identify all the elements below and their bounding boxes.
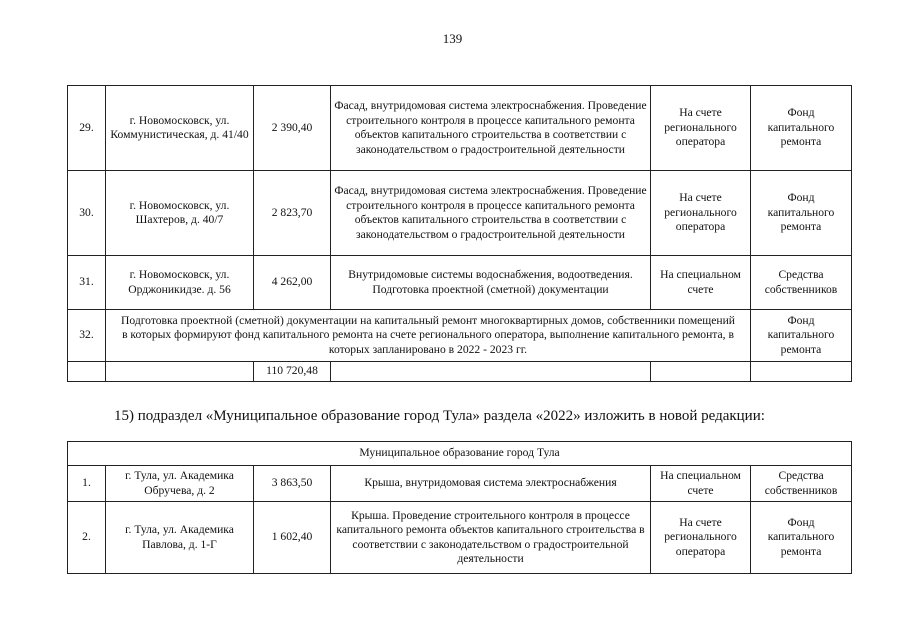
- merged-description-cell: Подготовка проектной (сметной) документации на капитальный ремонт многоквартирных домов, собственники помещений в которых формируют фонд капитального ремонта на счете регионального оператора, выполнение капитального ремонта, в которых запланировано в 2022 - 2023 гг.: [106, 310, 751, 362]
- row-number: 31.: [68, 256, 106, 310]
- address-cell: г. Новомосковск, ул. Орджоникидзе. д. 56: [106, 256, 254, 310]
- row-number: 32.: [68, 310, 106, 362]
- funding-source-cell: Фонд капитального ремонта: [751, 310, 852, 362]
- works-cell: Крыша, внутридомовая система электроснабжения: [331, 466, 651, 502]
- account-cell: На счете регионального оператора: [651, 502, 751, 574]
- empty-cell: [106, 362, 254, 382]
- section-heading: 15) подраздел «Муниципальное образование город Тула» раздела «2022» изложить в новой редакции:: [114, 408, 765, 424]
- works-cell: Крыша. Проведение строительного контроля в процессе капитального ремонта объектов капитального строительства в соответствии с законодательством о градостроительной деятельности: [331, 502, 651, 574]
- row-number: 1.: [68, 466, 106, 502]
- works-cell: Фасад, внутридомовая система электроснабжения. Проведение строительного контроля в процессе капитального ремонта объектов капитального строительства в соответствии с законодательством о градостроительной деятельности: [331, 171, 651, 256]
- works-cell: Внутридомовые системы водоснабжения, водоотведения. Подготовка проектной (сметной) документации: [331, 256, 651, 310]
- address-cell: г. Тула, ул. Академика Обручева, д. 2: [106, 466, 254, 502]
- table-row: [68, 171, 852, 256]
- row-number: 30.: [68, 171, 106, 256]
- total-row: [68, 362, 852, 382]
- table-row: [68, 466, 852, 502]
- amount-cell: 4 262,00: [254, 256, 331, 310]
- table-title: Муниципальное образование город Тула: [68, 442, 852, 466]
- amount-cell: 3 863,50: [254, 466, 331, 502]
- address-cell: г. Тула, ул. Академика Павлова, д. 1-Г: [106, 502, 254, 574]
- table-row: [68, 86, 852, 171]
- empty-cell: [751, 362, 852, 382]
- table-row: [68, 310, 852, 362]
- funding-source-cell: Фонд капитального ремонта: [751, 86, 852, 171]
- funding-source-cell: Фонд капитального ремонта: [751, 171, 852, 256]
- total-amount: 110 720,48: [254, 362, 331, 382]
- account-cell: На счете регионального оператора: [651, 171, 751, 256]
- works-table-tula: [67, 441, 852, 574]
- table-row: [68, 256, 852, 310]
- empty-cell: [331, 362, 651, 382]
- amount-cell: 2 823,70: [254, 171, 331, 256]
- funding-source-cell: Средства собственников: [751, 466, 852, 502]
- funding-source-cell: Средства собственников: [751, 256, 852, 310]
- funding-source-cell: Фонд капитального ремонта: [751, 502, 852, 574]
- account-cell: На специальном счете: [651, 466, 751, 502]
- account-cell: На счете регионального оператора: [651, 86, 751, 171]
- account-cell: На специальном счете: [651, 256, 751, 310]
- empty-cell: [68, 362, 106, 382]
- amount-cell: 1 602,40: [254, 502, 331, 574]
- row-number: 2.: [68, 502, 106, 574]
- address-cell: г. Новомосковск, ул. Шахтеров, д. 40/7: [106, 171, 254, 256]
- works-table-novomoskovsk: [67, 85, 852, 382]
- address-cell: г. Новомосковск, ул. Коммунистическая, д. 41/40: [106, 86, 254, 171]
- table-title-row: [68, 442, 852, 466]
- works-cell: Фасад, внутридомовая система электроснабжения. Проведение строительного контроля в процессе капитального ремонта объектов капитального строительства в соответствии с законодательством о градостроительной деятельности: [331, 86, 651, 171]
- page-number: 139: [442, 31, 463, 46]
- row-number: 29.: [68, 86, 106, 171]
- empty-cell: [651, 362, 751, 382]
- table-row: [68, 502, 852, 574]
- amount-cell: 2 390,40: [254, 86, 331, 171]
